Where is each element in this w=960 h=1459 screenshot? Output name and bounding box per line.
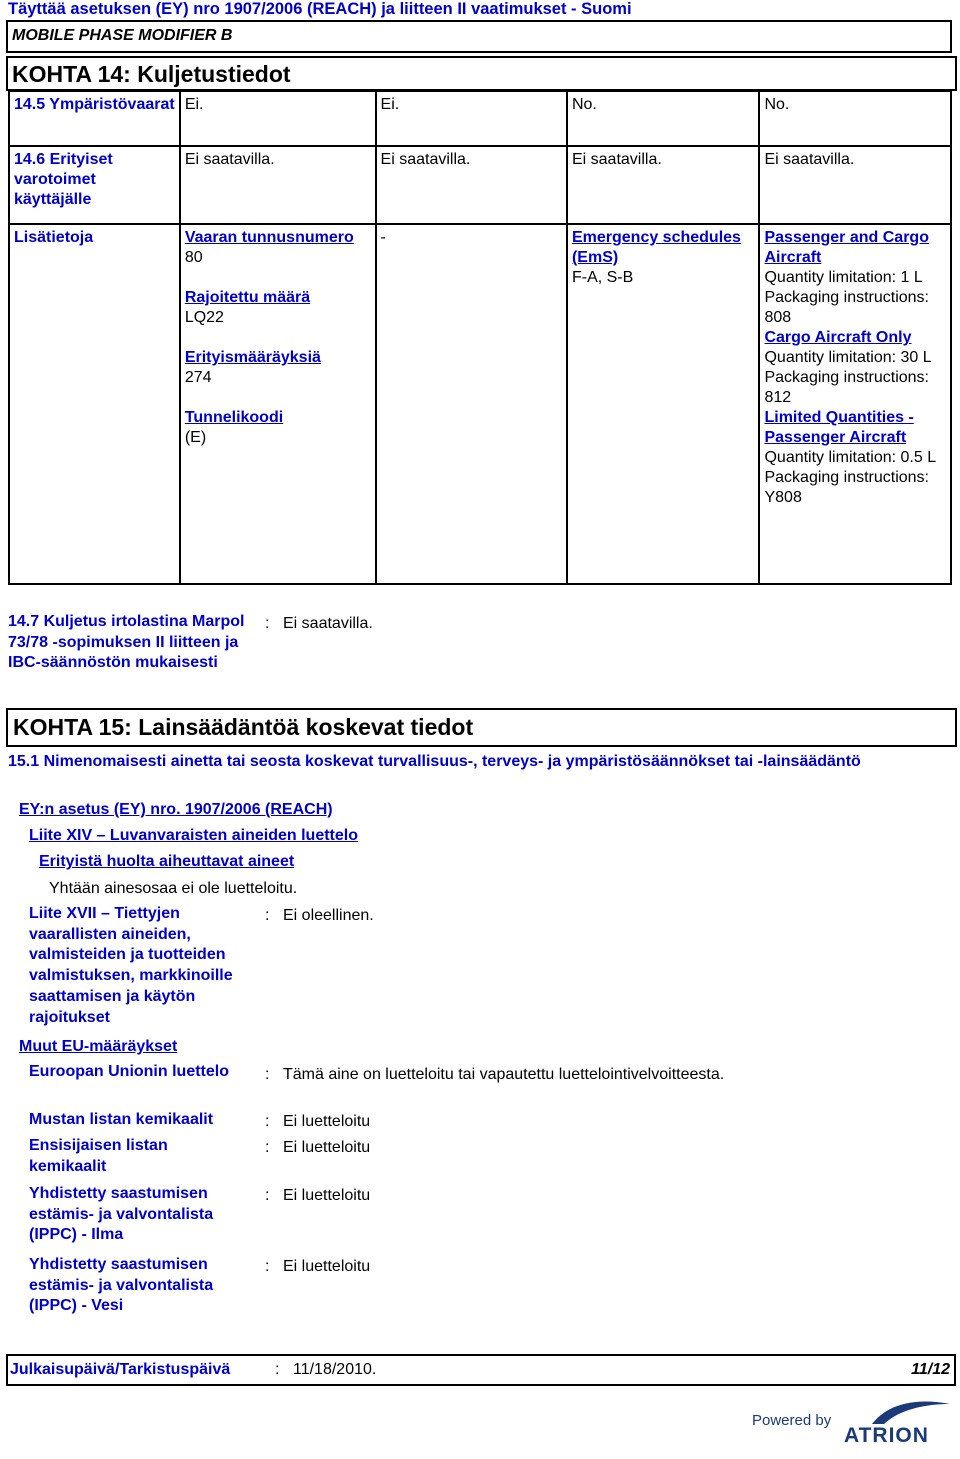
ems-value: F-A, S-B [571, 269, 634, 286]
env-hazards-imdg: No. [567, 91, 760, 146]
ippc-water-label: Yhdistetty saastumisen estämis- ja valvontalista (IPPC) - Vesi [29, 1256, 214, 1315]
eu-inventory-value: Tämä aine on luetteloitu tai vapautettu luettelointivelvoitteesta. [283, 1066, 725, 1083]
table-row [9, 224, 951, 584]
limited-quantity-label: Rajoitettu määrä [184, 289, 311, 306]
reach-regulation: EY:n asetus (EY) nro. 1907/2006 (REACH) [19, 801, 333, 818]
black-list-label: Mustan listan kemikaalit [29, 1111, 214, 1128]
special-provisions-label: Erityismääräyksiä [184, 349, 321, 366]
ems-label: Emergency schedules (EmS) [571, 229, 741, 266]
annex-xvii-label: Liite XVII – Tiettyjen vaarallisten aineiden, valmisteiden ja tuotteiden valmistuksen, markkinoille saattamisen ja käytön rajoitukset [29, 905, 233, 1026]
table-row [9, 91, 951, 146]
section-15-title: KOHTA 15: Lainsäädäntöä koskevat tiedot [6, 708, 957, 747]
ippc-air-label: Yhdistetty saastumisen estämis- ja valvontalista (IPPC) - Ilma [29, 1185, 214, 1244]
svhc-heading: Erityistä huolta aiheuttavat aineet [39, 853, 295, 870]
page-number: 11/12 [911, 1361, 950, 1378]
env-hazards-adr: Ei. [180, 91, 376, 146]
additional-info-imdg [567, 224, 760, 584]
limited-quantity-value: LQ22 [184, 309, 224, 326]
priority-list-label: Ensisijaisen listan kemikaalit [29, 1137, 168, 1175]
additional-info-adr [180, 224, 376, 584]
annex-xvii-colon: : [265, 907, 270, 924]
passenger-cargo-packaging: Packaging instructions: 808 [764, 289, 929, 326]
eu-inventory-label: Euroopan Unionin luettelo [29, 1063, 229, 1080]
black-list-colon: : [265, 1113, 270, 1130]
passenger-cargo-quantity: Quantity limitation: 1 L [764, 269, 923, 286]
env-hazards-adnr: Ei. [376, 91, 567, 146]
special-precautions-imdg: Ei saatavilla. [567, 146, 760, 224]
ippc-air-value: Ei luetteloitu [283, 1187, 371, 1204]
footer-bar [6, 1354, 956, 1386]
limited-quantities-label: Limited Quantities - Passenger Aircraft [764, 409, 914, 446]
issue-date-label: Julkaisupäivä/Tarkistuspäivä [10, 1361, 231, 1378]
ippc-air-colon: : [265, 1187, 270, 1204]
powered-by-text: Powered by [752, 1412, 832, 1429]
limited-quantities-packaging: Packaging instructions: Y808 [764, 469, 929, 506]
document-title: Täyttää asetuksen (EY) nro 1907/2006 (REACH) ja liitteen II vaatimukset - Suomi [8, 0, 632, 18]
table-row [9, 146, 951, 224]
passenger-cargo-label: Passenger and Cargo Aircraft [764, 229, 929, 266]
bulk-transport-colon: : [265, 615, 270, 632]
atrion-logo [752, 1398, 957, 1448]
special-precautions-adnr: Ei saatavilla. [376, 146, 567, 224]
special-provisions-value: 274 [184, 369, 212, 386]
issue-date-value: 11/18/2010. [293, 1361, 377, 1378]
annex-xiv-heading: Liite XIV – Luvanvaraisten aineiden luettelo [29, 827, 358, 844]
section-14-title: KOHTA 14: Kuljetustiedot [6, 56, 957, 91]
special-precautions-iata: Ei saatavilla. [759, 146, 951, 224]
eu-inventory-colon: : [265, 1066, 270, 1083]
hazard-id-label: Vaaran tunnusnumero [184, 229, 354, 246]
tunnel-code-label: Tunnelikoodi [184, 409, 284, 426]
limited-quantities-quantity: Quantity limitation: 0.5 L [764, 449, 937, 466]
additional-info-adnr: - [376, 224, 567, 584]
special-precautions-adr: Ei saatavilla. [180, 146, 376, 224]
additional-info-label: Lisätietoja [9, 224, 180, 584]
additional-info-iata [759, 224, 951, 584]
special-precautions-label: 14.6 Erityiset varotoimet käyttäjälle [9, 146, 180, 224]
ippc-water-value: Ei luetteloitu [283, 1258, 371, 1275]
transport-table [8, 90, 952, 585]
priority-list-value: Ei luetteloitu [283, 1139, 371, 1156]
issue-date-colon: : [275, 1361, 280, 1378]
product-name: MOBILE PHASE MODIFIER B [6, 20, 952, 53]
bulk-transport-label: 14.7 Kuljetus irtolastina Marpol 73/78 -sopimuksen II liitteen ja IBC-säännöstön mukaisesti [8, 613, 245, 672]
cargo-only-quantity: Quantity limitation: 30 L [764, 349, 932, 366]
env-hazards-iata: No. [759, 91, 951, 146]
cargo-only-packaging: Packaging instructions: 812 [764, 369, 929, 406]
atrion-logo-text: ATRION [844, 1424, 929, 1447]
priority-list-colon: : [265, 1139, 270, 1156]
env-hazards-label: 14.5 Ympäristövaarat [9, 91, 180, 146]
bulk-transport-value: Ei saatavilla. [283, 615, 373, 632]
other-eu-heading: Muut EU-määräykset [19, 1038, 178, 1055]
ippc-water-colon: : [265, 1258, 270, 1275]
section-15-1-heading: 15.1 Nimenomaisesti ainetta tai seosta koskevat turvallisuus-, terveys- ja ympäristösäännökset tai -lainsäädäntö [8, 753, 861, 770]
annex-xvii-value: Ei oleellinen. [283, 907, 374, 924]
cargo-only-label: Cargo Aircraft Only [764, 329, 912, 346]
svhc-value: Yhtään ainesosaa ei ole luetteloitu. [49, 880, 298, 897]
black-list-value: Ei luetteloitu [283, 1113, 371, 1130]
hazard-id-value: 80 [184, 249, 203, 266]
tunnel-code-value: (E) [184, 429, 207, 446]
